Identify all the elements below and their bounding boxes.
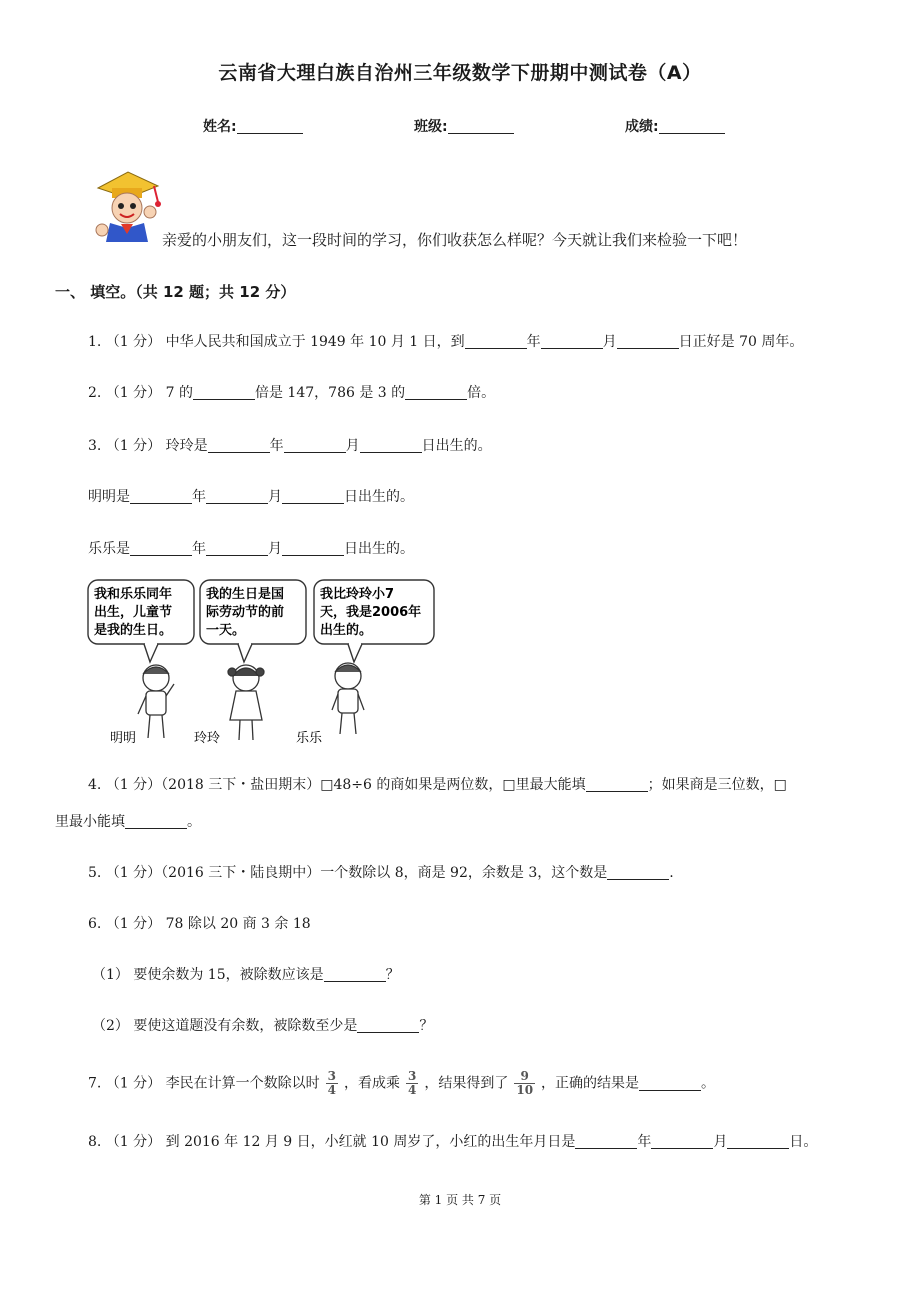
q3-mingming-day-blank[interactable] <box>282 487 344 504</box>
question-8 <box>88 1131 817 1153</box>
q5-text: 5. （1 分）（2016 三下・陆良期中）一个数除以 8，商是 92，余数是 3，这个数是 <box>88 865 608 881</box>
q3-unit-year: 年 <box>192 489 206 505</box>
q6-sub2-end: ？ <box>419 1018 434 1034</box>
question-7 <box>88 1070 715 1097</box>
q8-unit-month: 月 <box>713 1134 728 1150</box>
q2-text: 2. （1 分） 7 的 <box>88 385 193 401</box>
score-label: 成绩: <box>625 119 659 135</box>
fraction-numerator: 3 <box>327 1069 336 1083</box>
fraction-denominator: 4 <box>407 1083 417 1097</box>
bubble2-line1: 我的生日是国 <box>206 587 285 602</box>
score-field <box>625 116 725 136</box>
q1-blank-month[interactable] <box>541 332 603 349</box>
q8-unit-year: 年 <box>637 1134 652 1150</box>
mascot-doctor-icon <box>88 168 164 246</box>
q6-sub1-end: ？ <box>385 967 400 983</box>
q3-unit-month: 月 <box>268 541 282 557</box>
page-title: 云南省大理白族自治州三年级数学下册期中测试卷（A） <box>218 62 702 84</box>
q8-text: 8. （1 分） 到 2016 年 12 月 9 日，小红就 10 周岁了，小红的出生年月日是 <box>88 1134 576 1150</box>
q8-unit-day: 日。 <box>789 1134 818 1150</box>
q3-unit-month: 月 <box>345 438 360 454</box>
page-footer: 第 1 页 共 7 页 <box>418 1193 502 1207</box>
q3-unit-year: 年 <box>269 438 284 454</box>
question-6-sub-1 <box>92 964 400 986</box>
speech-bubble-lingling <box>200 580 306 662</box>
q3-lele-day-blank[interactable] <box>282 539 344 556</box>
q3-unit-day: 日出生的。 <box>421 438 492 454</box>
q3-row-mingming <box>88 486 414 508</box>
q3-mingming-month-blank[interactable] <box>206 487 268 504</box>
q4-blank-max[interactable] <box>586 775 648 792</box>
q6-sub1-text: （1） 要使余数为 15，被除数应该是 <box>92 967 324 983</box>
q1-unit-month: 月 <box>602 334 617 350</box>
name-mingming: 明明 <box>110 731 137 746</box>
q6-sub2-blank[interactable] <box>357 1016 419 1033</box>
fraction-9-10 <box>514 1070 535 1097</box>
class-label: 班级: <box>414 119 448 135</box>
fraction-numerator: 9 <box>514 1070 535 1084</box>
q2-blank-2[interactable] <box>405 383 467 400</box>
q4-text-2: ；如果商是三位数，□ <box>647 777 787 793</box>
q2-mid: 倍是 147，786 是 3 的 <box>254 385 406 401</box>
q7-text: 7. （1 分） 李民在计算一个数除以时 <box>88 1075 320 1092</box>
q3-unit-month: 月 <box>268 489 282 505</box>
q6-sub1-blank[interactable] <box>324 965 386 982</box>
q3-row-lele <box>88 538 414 560</box>
q1-unit-year: 年 <box>526 334 541 350</box>
q8-blank-year[interactable] <box>575 1132 637 1149</box>
q3-lele-label: 乐乐是 <box>88 541 130 557</box>
lingling-figure-icon <box>228 665 264 740</box>
question-2 <box>88 382 495 404</box>
q2-end: 倍。 <box>467 385 496 401</box>
q6-text: 6. （1 分） 78 除以 20 商 3 余 18 <box>88 916 311 932</box>
question-4-cont <box>55 811 201 833</box>
mingming-figure-icon <box>138 665 174 738</box>
q1-blank-year[interactable] <box>465 332 527 349</box>
q7-blank[interactable] <box>639 1074 701 1091</box>
q3-mingming-year-blank[interactable] <box>130 487 192 504</box>
q3-unit-year: 年 <box>192 541 206 557</box>
q1-text: 1. （1 分） 中华人民共和国成立于 1949 年 10 月 1 日，到 <box>88 334 465 350</box>
fraction-numerator: 3 <box>407 1069 417 1083</box>
q3-lingling-year-blank[interactable] <box>208 436 270 453</box>
q7-mid: ，看成乘 <box>343 1075 400 1092</box>
q2-blank-1[interactable] <box>193 383 255 400</box>
lele-figure-icon <box>332 663 364 734</box>
question-6 <box>88 913 311 935</box>
q3-illustration <box>86 578 438 750</box>
bubble1-line2: 出生，儿童节 <box>94 605 173 620</box>
bubble2-line2: 际劳动节的前 <box>206 605 285 620</box>
speech-bubble-mingming <box>88 580 194 662</box>
q4-text-4: 。 <box>187 814 201 830</box>
bubble1-line3: 是我的生日。 <box>94 623 173 638</box>
q5-blank[interactable] <box>607 863 669 880</box>
q3-unit-day: 日出生的。 <box>344 489 414 505</box>
q8-blank-month[interactable] <box>651 1132 713 1149</box>
q5-end: . <box>669 865 674 881</box>
bubble3-line1: 我比玲玲小7 <box>320 587 395 602</box>
q3-mingming-label: 明明是 <box>88 489 130 505</box>
name-blank[interactable] <box>237 117 303 134</box>
name-field <box>203 116 303 136</box>
q8-blank-day[interactable] <box>727 1132 789 1149</box>
q1-unit-day: 日正好是 70 周年。 <box>678 334 804 350</box>
bubble1-line1: 我和乐乐同年 <box>94 587 173 602</box>
question-3 <box>88 435 492 457</box>
bubble3-line2: 天，我是2006年 <box>320 605 422 620</box>
q4-text-3: 里最小能填 <box>55 814 125 830</box>
q1-blank-day[interactable] <box>617 332 679 349</box>
fraction-3-4-a <box>326 1070 338 1097</box>
q3-unit-day: 日出生的。 <box>344 541 414 557</box>
bubble2-line3: 一天。 <box>206 623 246 638</box>
class-field <box>414 116 514 136</box>
question-1 <box>88 331 803 353</box>
speech-bubble-lele <box>314 580 434 662</box>
section-1-title: 一、 填空。（共 12 题；共 12 分） <box>55 283 296 301</box>
question-5 <box>88 862 674 884</box>
q7-mid2: ，结果得到了 <box>424 1075 509 1092</box>
q3-lele-month-blank[interactable] <box>206 539 268 556</box>
bubble3-line3: 出生的。 <box>320 623 373 638</box>
fraction-denominator: 10 <box>516 1083 534 1097</box>
q7-end2: 。 <box>701 1075 716 1092</box>
fraction-denominator: 4 <box>327 1083 336 1097</box>
q7-end: ，正确的结果是 <box>541 1075 640 1092</box>
q6-sub2-text: （2） 要使这道题没有余数，被除数至少是 <box>92 1018 358 1034</box>
q3-lingling-month-blank[interactable] <box>284 436 346 453</box>
name-label: 姓名: <box>203 119 237 135</box>
q4-blank-min[interactable] <box>125 812 187 829</box>
score-blank[interactable] <box>659 117 725 134</box>
q3-lingling-day-blank[interactable] <box>360 436 422 453</box>
question-6-sub-2 <box>92 1015 433 1037</box>
greeting-text: 亲爱的小朋友们，这一段时间的学习，你们收获怎么样呢？今天就让我们来检验一下吧！ <box>162 231 748 249</box>
class-blank[interactable] <box>448 117 514 134</box>
name-lele: 乐乐 <box>296 731 323 746</box>
q4-text: 4. （1 分）（2018 三下・盐田期末）□48÷6 的商如果是两位数，□里最大能填 <box>88 777 586 793</box>
question-4 <box>88 774 787 796</box>
q3-lele-year-blank[interactable] <box>130 539 192 556</box>
q3-text: 3. （1 分） 玲玲是 <box>88 438 208 454</box>
name-lingling: 玲玲 <box>194 731 221 746</box>
fraction-3-4-b <box>406 1070 418 1097</box>
